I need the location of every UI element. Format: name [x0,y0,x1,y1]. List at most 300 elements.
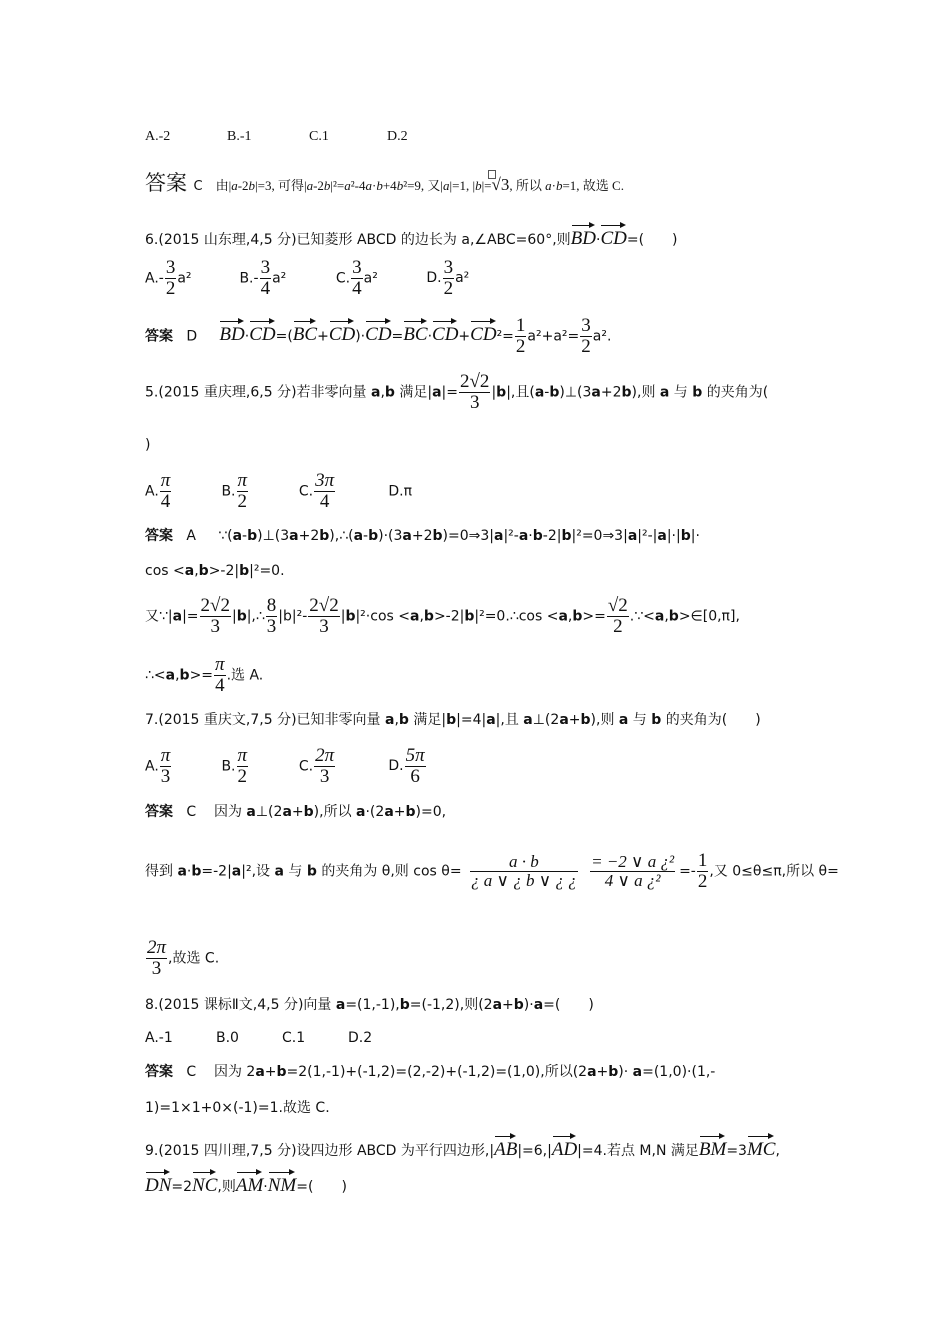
q8-answer-line2: 1)=1×1+0×(-1)=1.故选 C. [145,1100,330,1116]
answer-text: |=1, | [449,178,476,193]
numerator: 3 [443,257,454,278]
comma: , [380,384,385,401]
fraction [405,746,426,787]
vector-AD: AD [552,1133,577,1159]
answer-text: +2 [298,528,320,544]
denominator: 2 [443,277,454,299]
vec-b: b [247,528,258,544]
vector-AM: AM [236,1169,263,1195]
answer-text: )=0, [415,804,447,820]
numerator: 3 [165,257,176,278]
answer-label: 答案 [145,804,173,820]
comma: , [394,712,399,728]
two: 2 [200,595,211,616]
option-prefix: C. [298,758,314,775]
denominator: 6 [410,765,420,787]
vector-CD: CD [470,318,496,344]
q6-answer [145,316,611,357]
answer-letter: C [186,1064,197,1080]
answer-text: ²=9, 又| [403,178,444,193]
vector-BD: BD [571,222,596,248]
fraction [146,938,167,979]
comma: , [175,667,180,684]
vec-b: b [651,712,662,728]
q7-stem-text: ⊥(2 [532,712,560,728]
vec-a: a [335,997,346,1013]
fraction [314,471,335,512]
answer-text: 由| [215,178,232,193]
q5-stem-text: )⊥(3 [559,384,592,401]
prev-option-b: B.-1 [227,129,252,144]
vec-b: b [532,528,543,544]
fraction [165,258,177,299]
numerator: = −2 ∨ a ¿² [591,852,675,872]
q6-option-d [426,257,470,299]
answer-text: -2 [237,178,249,193]
denominator: 2 [697,870,708,892]
sqrt-2: √2 [210,595,230,616]
denominator: 2 [165,277,176,299]
fraction [515,316,527,357]
answer-text: |²,设 [241,863,275,880]
answer-text: · [372,178,377,193]
fraction [308,596,339,637]
vec-a: a [274,863,284,880]
vec-a: a [558,608,568,625]
q5-answer-line1 [145,529,700,543]
q9-stem-text: =3 [726,1143,747,1159]
answer-text: |· [690,528,700,544]
q7-stem-text: 7.(2015 重庆文,7,5 分)已知非零向量 [145,712,385,728]
q5-stem-close: ) [145,437,151,453]
denominator: 4 [260,277,271,299]
q5-stem-text: 满足| [394,384,433,401]
q5-stem-text: | [491,384,497,401]
vec-b: b [608,1064,619,1080]
vec-b: b [384,384,395,401]
vec-b: b [405,804,416,820]
numerator: 3π [315,470,335,491]
vec-a: a [587,1064,597,1080]
vec-a: a [231,863,242,880]
plus: + [596,1064,609,1080]
answer-text: )· [618,1064,633,1080]
placeholder-box [488,170,496,179]
answer-text: ²= [496,328,514,345]
answer-text: 的夹角为 θ,则 cos θ= [316,863,462,880]
vec-a: a [591,384,601,401]
numerator: π [237,745,248,766]
fraction [200,596,231,637]
denominator: 4 [319,490,330,512]
dot: · [427,328,433,345]
vec-b: b [319,528,330,544]
var-a: a [231,178,238,193]
answer-text: |²- [503,528,519,544]
answer-text: |²=0⇒3| [571,528,628,544]
vector-BD: BD [219,318,244,344]
dot: · [595,232,601,248]
answer-text: |= [182,608,199,625]
var-b: b [376,178,383,193]
sqrt-3 [492,176,510,193]
answer-text: =2(1,-1)+(-1,2)=(2,-2)+(-1,2)=(1,0),所以(2 [286,1064,588,1080]
vec-a: a [384,804,394,820]
fraction [580,316,592,357]
q7-options [145,746,427,787]
answer-text: =( [275,328,293,345]
option-prefix: B. [221,483,236,500]
q8-stem-text: =(-1,2),则(2 [409,997,493,1013]
vector-CD: CD [365,318,391,344]
q5-stem-text: 的夹角为( [702,384,769,401]
answer-text: 又∵| [145,608,173,625]
numerator: 1 [515,315,526,336]
vec-b: b [239,563,250,579]
prev-answer [145,173,624,194]
denominator: 4 ∨ a ¿² [604,870,661,890]
q5-answer-line4 [145,655,263,696]
q7-stem [145,713,761,727]
vec-b: b [306,863,317,880]
var-a: a [545,178,552,193]
fraction [260,258,272,299]
answer-text: ,故选 C. [168,950,220,967]
answer-text: >= [582,608,606,625]
q7-answer-line3 [145,938,219,979]
q5-stem-text: ),则 [631,384,660,401]
answer-text: )⊥(3 [257,528,290,544]
vec-b: b [398,712,409,728]
var-b: b [475,178,482,193]
garbled-fraction-2 [590,853,675,890]
vec-b: b [179,667,190,684]
answer-text: |= [481,178,492,193]
vec-a: a [384,712,395,728]
q7-stem-text: |=4| [456,712,487,728]
comma: , [194,563,199,579]
answer-text: ⊥(2 [255,804,283,820]
vector-CD: CD [329,318,355,344]
answer-text: cos < [145,563,185,579]
q9-stem-text: |=4.若点 M,N 满足 [577,1143,699,1159]
answer-text: -2 [313,178,324,193]
answer-text: >-2| [208,563,240,579]
answer-text: · [551,178,556,193]
vec-a: a [632,1064,643,1080]
answer-text: .选 A. [226,667,264,684]
numerator [459,372,490,393]
q9-stem-text: =( ) [296,1179,347,1195]
q8-stem-text: =(1,-1), [345,997,400,1013]
answer-text: =(1,0)·(1,- [642,1064,716,1080]
denominator: 2 [613,615,623,637]
comma: , [664,608,669,625]
numerator: 3 [581,315,591,336]
vec-b: b [276,1064,287,1080]
answer-text: >∈[0,π], [678,608,740,625]
vec-b: b [198,563,209,579]
numerator: π [160,745,171,766]
answer-text: ,又 0≤θ≤π,所以 θ= [709,863,839,880]
vec-a: a [232,528,243,544]
vec-b: b [680,528,691,544]
q5-stem-text: |,且( [506,384,535,401]
answer-label: 答案 [145,1064,173,1080]
vec-a: a [402,528,412,544]
q8-stem [145,998,594,1012]
vec-a: a [165,667,176,684]
answer-text: |²=0.∴cos < [474,608,559,625]
vec-a: a [410,608,420,625]
option-prefix: C. [335,270,351,287]
vector-DN: DN [145,1169,171,1195]
answer-text: ·(2 [365,804,385,820]
fraction [443,258,455,299]
var-b: b [248,178,256,193]
denominator: 3 [319,765,330,787]
answer-text: a²+a²= [527,328,580,345]
numerator: √2 [607,595,628,616]
var-b: b [396,178,404,193]
vec-a: a [353,528,364,544]
fraction [160,471,172,512]
numerator: π [160,470,171,491]
vec-b: b [668,608,679,625]
vector-CD: CD [249,318,275,344]
sqrt-2: √2 [469,371,490,392]
answer-text: | [231,608,237,625]
q5-stem-text: 与 [669,384,693,401]
answer-text: 因为 [213,804,247,820]
q9-stem-text: , [775,1143,780,1159]
answer-label: 答案 [145,528,173,544]
numerator: 8 [266,595,277,616]
q5-option-c [299,471,384,512]
answer-text: , 所以 [509,178,546,193]
comma: , [567,608,573,625]
a-squared: a² [177,270,192,287]
answer-text: =- [679,863,696,880]
vec-a: a [518,528,529,544]
q5-answer-line2 [145,564,285,578]
answer-text: +4 [382,178,397,193]
vector-AB: AB [494,1133,517,1159]
option-prefix: B. [221,758,236,775]
q5-stem-text: 5.(2015 重庆理,6,5 分)若非零向量 [145,384,371,401]
vec-a: a [492,997,503,1013]
two: 2 [460,371,470,392]
q9-stem-text: |=6,| [517,1143,552,1159]
var-a: a [443,178,450,193]
q7-stem-text: 满足| [408,712,447,728]
comma: , [419,608,424,625]
a-squared: a² [272,270,287,287]
answer-text: =1, 故选 C. [562,178,624,193]
vec-a: a [657,528,667,544]
vec-b: b [432,528,443,544]
numerator [200,596,231,617]
vec-a: a [559,712,569,728]
vec-b: b [580,712,591,728]
vec-a: a [654,608,665,625]
vector-CD: CD [432,318,458,344]
answer-text: a². [592,328,612,345]
q8-option-c: C.1 [282,1030,306,1046]
prev-option-c: C.1 [309,129,329,144]
denominator: 3 [160,765,171,787]
vec-a: a [618,712,629,728]
numerator: 2π [147,937,167,958]
garbled-fraction-1 [470,853,578,890]
answer-text: |²·cos < [355,608,410,625]
denominator: 2 [515,335,526,357]
denominator: 2 [581,335,591,357]
fraction [237,746,249,787]
answer-text: ),∴( [329,528,354,544]
denominator: 3 [319,615,329,637]
answer-text: |b|²- [278,608,308,625]
numerator: π [237,470,248,491]
q5-option-b [221,471,294,512]
answer-text: |²=0. [249,563,285,579]
vector-NM: NM [268,1169,297,1195]
a-squared: a² [363,270,378,287]
numerator [308,596,339,617]
q8-stem-text: )· [523,997,534,1013]
vec-a: a [534,384,545,401]
vec-b: b [572,608,583,625]
vec-b: b [496,384,507,401]
q5-options [145,471,412,512]
numerator: a · b [470,853,578,872]
fraction [607,596,629,637]
q6-option-a [145,258,235,299]
answer-text: |·| [666,528,681,544]
q7-answer-line1 [145,805,446,819]
numerator: π [215,654,225,675]
q5-stem [145,372,768,413]
vec-b: b [549,384,560,401]
q5-option-a [145,471,217,512]
minus: - [242,528,248,544]
minus: - [363,528,369,544]
denominator: 3 [469,391,480,413]
fraction [160,746,172,787]
answer-letter: D [186,328,198,345]
answer-text: )· [355,328,366,345]
q7-stem-text: 的夹角为( ) [661,712,761,728]
answer-text: .∵< [629,608,655,625]
answer-text: +2 [411,528,433,544]
prev-options-row [145,130,408,144]
q8-option-a: A.-1 [145,1030,173,1046]
numerator: 3 [260,257,271,278]
numerator: 3 [352,257,362,278]
q7-option-c [299,746,384,787]
vec-a: a [523,712,533,728]
plus: + [264,1064,277,1080]
q9-stem-line2 [145,1169,347,1195]
dot: · [244,328,250,345]
vec-b: b [399,997,410,1013]
vec-a: a [184,563,195,579]
q7-stem-text: ),则 [590,712,619,728]
q5-stem-text: +2 [600,384,622,401]
q7-option-a [145,746,217,787]
denominator: 4 [215,674,225,696]
vec-a: a [282,804,292,820]
vector-NC: NC [192,1169,217,1195]
q5-answer-line3 [145,596,740,637]
vec-b: b [561,528,572,544]
vector-BM: BM [699,1133,726,1159]
a-squared: a² [455,270,470,287]
q5-option-d: D.π [388,483,413,500]
prev-option-a: A.-2 [145,129,171,144]
fraction [266,596,278,637]
option-prefix: A. [145,758,159,775]
vec-b: b [423,608,434,625]
vec-a: a [172,608,183,625]
answer-text: )=0⇒3| [442,528,494,544]
q5-stem-text: |= [441,384,458,401]
vec-a: a [486,712,496,728]
vec-a: a [246,804,256,820]
q7-stem-text: 与 [628,712,652,728]
q8-answer-line1 [145,1065,715,1079]
numerator: 2π [315,745,335,766]
plus: + [317,328,329,345]
fraction [459,372,490,413]
q8-option-d: D.2 [348,1030,373,1046]
numerator: 1 [697,850,708,871]
option-prefix: A.- [145,270,164,287]
answer-text: )·(3 [378,528,403,544]
vec-b: b [621,384,632,401]
denominator: ¿ a ∨ ¿ b ∨ ¿ ¿ [471,870,577,890]
q9-stem-text: 9.(2015 四川理,7,5 分)设四边形 ABCD 为平行四边形,| [145,1143,495,1159]
vector-CD: CD [600,222,626,248]
answer-text: · [186,863,192,880]
q9-stem-text: ,则 [217,1179,236,1195]
denominator: 4 [160,490,171,512]
vec-a: a [177,863,187,880]
vector-BC: BC [403,318,427,344]
vec-b: b [513,997,524,1013]
vec-b: b [446,712,457,728]
var-b: b [323,178,331,193]
fraction [314,746,335,787]
denominator: 4 [352,277,362,299]
answer-text: >= [189,667,214,684]
answer-letter: C [186,804,197,820]
answer-text: >-2| [433,608,465,625]
q6-stem-text: 6.(2015 山东理,4,5 分)已知菱形 ABCD 的边长为 a,∠ABC=60°,则 [145,232,571,248]
answer-label: 答案 [145,328,173,345]
fraction [351,258,363,299]
answer-label: 答案 [145,171,187,195]
answer-text: |,∴ [246,608,265,625]
vec-a: a [627,528,638,544]
vector-MC: MC [747,1133,776,1159]
var-a: a [306,178,314,193]
plus: + [291,804,304,820]
dot: · [263,1179,268,1195]
denominator: 2 [237,490,248,512]
q8-options [145,1031,372,1045]
q8-stem-text: 8.(2015 课标Ⅱ文,4,5 分)向量 [145,997,336,1013]
